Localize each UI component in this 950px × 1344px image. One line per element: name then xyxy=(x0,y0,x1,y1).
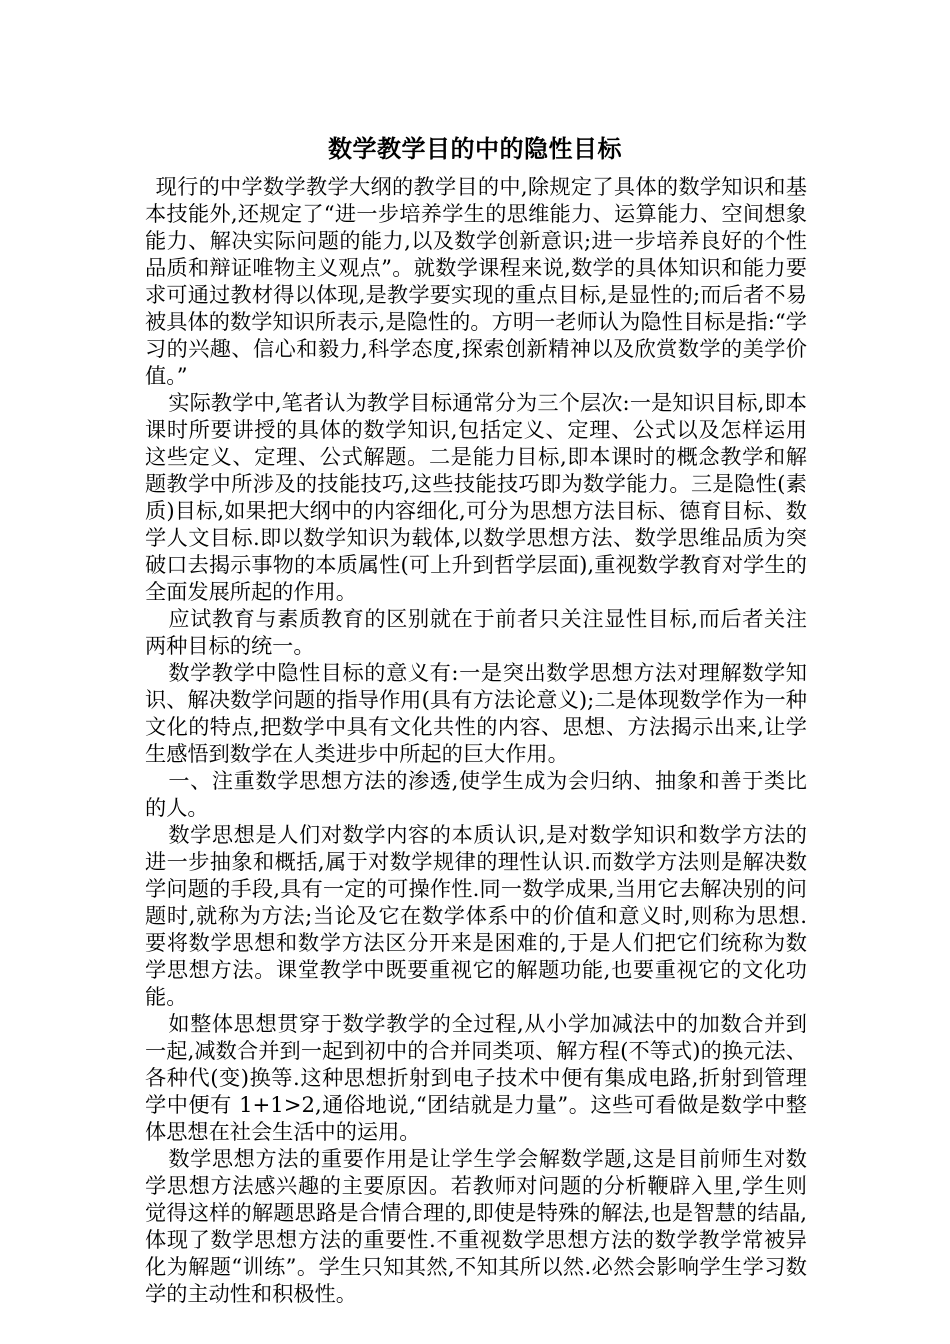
section-heading-1: 一、注重数学思想方法的渗透,使学生成为会归纳、抽象和善于类比的人。 xyxy=(145,768,807,820)
paragraph-3: 应试教育与素质教育的区别就在于前者只关注显性目标,而后者关注两种目标的统一。 xyxy=(145,606,807,658)
paragraph-4: 数学教学中隐性目标的意义有:一是突出数学思想方法对理解数学知识、解决数学问题的指导作用(具有方法论意义);二是体现数学作为一种文化的特点,把数学中具有文化共性的内容、思想、方法揭示出来,让学生感悟到数学在人类进步中所起的巨大作用。 xyxy=(145,660,807,766)
paragraph-7: 数学思想方法的重要作用是让学生学会解数学题,这是目前师生对数学思想方法感兴趣的主要原因。若教师对问题的分析鞭辟入里,学生则觉得这样的解题思路是合情合理的,即使是特殊的解法,也是智慧的结晶,体现了数学思想方法的重要性.不重视数学思想方法的数学教学常被异化为解题“训练”。学生只知其然,不知其所以然.必然会影响学生学习数学的主动性和积极性。 xyxy=(145,1146,807,1306)
paragraph-6: 如整体思想贯穿于数学教学的全过程,从小学加减法中的加数合并到一起,减数合并到一起到初中的合并同类项、解方程(不等式)的换元法、各种代(变)换等.这种思想折射到电子技术中便有集成电路,折射到管理学中便有 1+1>2,通俗地说,“团结就是力量”。这些可看做是数学中整体思想在社会生活中的运用。 xyxy=(145,1011,807,1144)
paragraph-2: 实际教学中,笔者认为教学目标通常分为三个层次:一是知识目标,即本课时所要讲授的具体的数学知识,包括定义、定理、公式以及怎样运用这些定义、定理、公式解题。二是能力目标,即本课时的概念教学和解题教学中所涉及的技能技巧,这些技能技巧即为数学能力。三是隐性(素质)目标,如果把大纲中的内容细化,可分为思想方法目标、德育目标、数学人文目标.即以数学知识为载体,以数学思想方法、数学思维品质为突破口去揭示事物的本质属性(可上升到哲学层面),重视数学教育对学生的全面发展所起的作用。 xyxy=(145,390,807,604)
document-title: 数学教学目的中的隐性目标 xyxy=(328,135,622,163)
document-body xyxy=(145,173,807,1307)
paragraph-5: 数学思想是人们对数学内容的本质认识,是对数学知识和数学方法的进一步抽象和概括,属于对数学规律的理性认识.而数学方法则是解决数学问题的手段,具有一定的可操作性.同一数学成果,当用它去解决别的问题时,就称为方法;当论及它在数学体系中的价值和意义时,则称为思想.要将数学思想和数学方法区分开来是困难的,于是人们把它们统称为数学思想方法。课堂教学中既要重视它的解题功能,也要重视它的文化功能。 xyxy=(145,822,807,1009)
paragraph-1: 现行的中学数学教学大纲的教学目的中,除规定了具体的数学知识和基本技能外,还规定了“进一步培养学生的思维能力、运算能力、空间想象能力、解决实际问题的能力,以及数学创新意识;进一步培养良好的个性品质和辩证唯物主义观点”。就数学课程来说,数学的具体知识和能力要求可通过教材得以体现,是教学要实现的重点目标,是显性的;而后者不易被具体的数学知识所表示,是隐性的。方明一老师认为隐性目标是指:“学习的兴趣、信心和毅力,科学态度,探索创新精神以及欣赏数学的美学价值。” xyxy=(145,174,807,388)
